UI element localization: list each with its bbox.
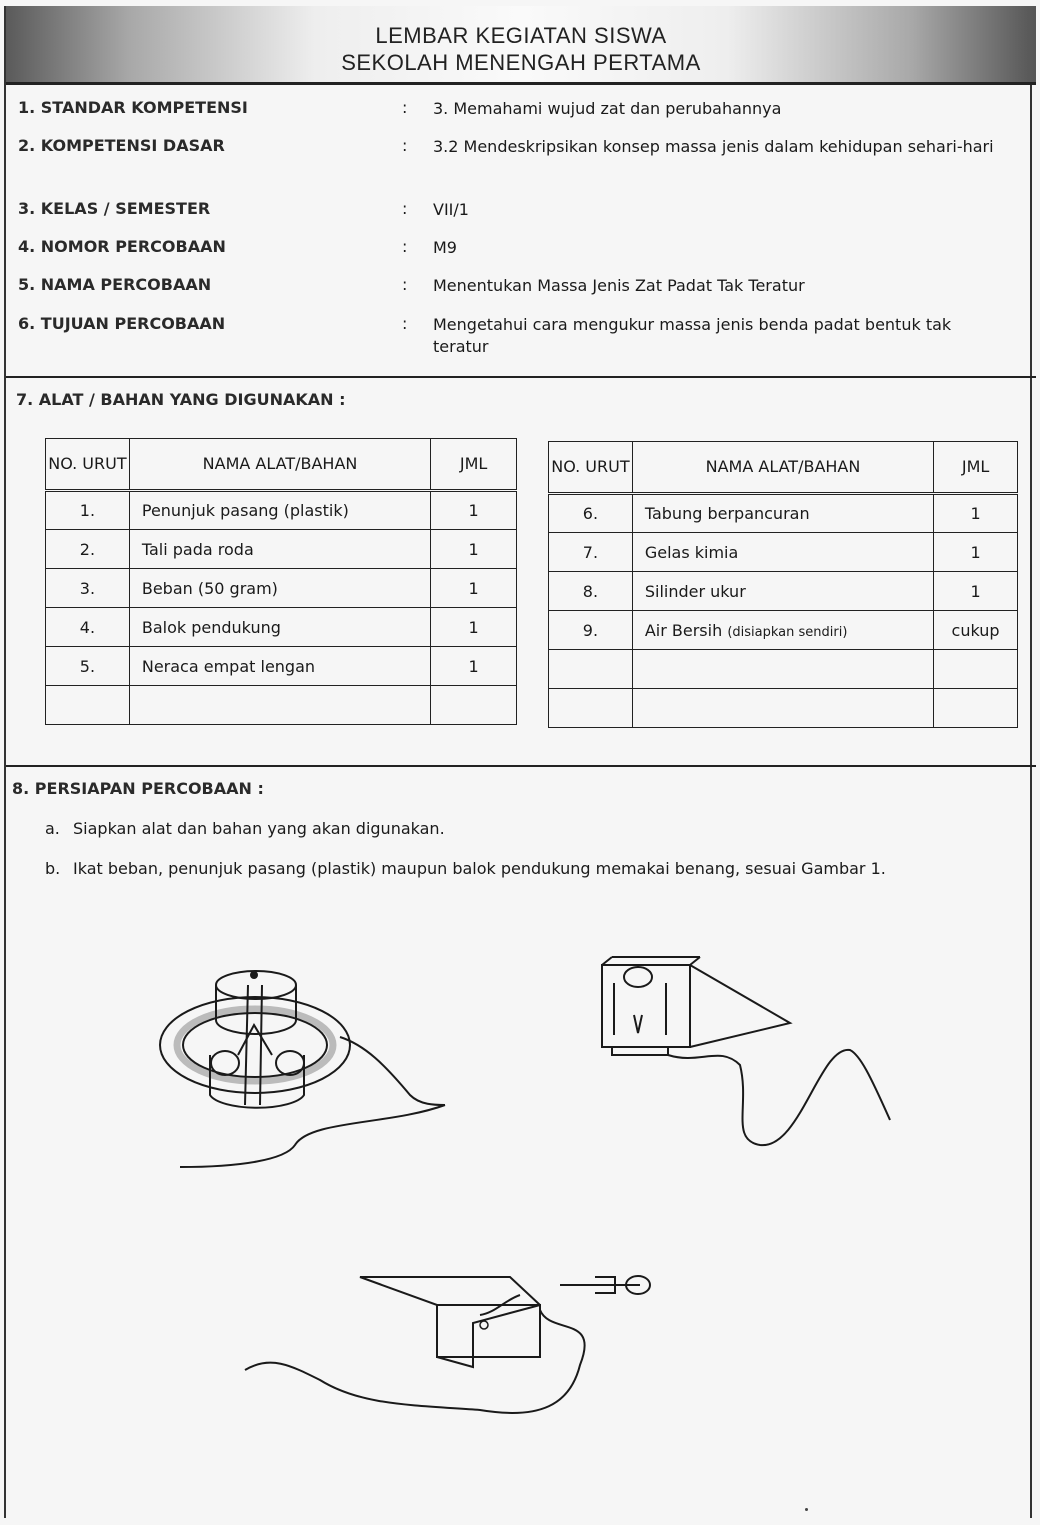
cell-no: 7. — [549, 533, 633, 572]
cell-qty: 1 — [934, 494, 1018, 533]
cell-no: 9. — [549, 611, 633, 650]
info-value: M9 — [433, 238, 457, 257]
item-name: Air Bersih — [644, 620, 723, 640]
info-label: 6. TUJUAN PERCOBAAN — [18, 314, 226, 333]
cell-no: 5. — [46, 647, 130, 686]
tools-table-left — [45, 438, 517, 725]
info-label: 2. KOMPETENSI DASAR — [18, 136, 225, 155]
info-label: 4. NOMOR PERCOBAAN — [18, 237, 226, 256]
table-row — [549, 611, 1018, 650]
table-row — [549, 494, 1018, 533]
section-divider — [6, 765, 1036, 767]
table-header-row — [549, 442, 1018, 494]
header-no-urut: NO. URUT — [549, 442, 633, 494]
worksheet-header — [6, 6, 1036, 85]
cell-name: Gelas kimia — [632, 533, 933, 572]
info-colon: : — [402, 275, 408, 294]
cell-qty: 1 — [934, 572, 1018, 611]
table-row — [46, 569, 517, 608]
table-row — [46, 491, 517, 530]
table-row — [46, 647, 517, 686]
cell-qty: 1 — [431, 647, 517, 686]
info-colon: : — [402, 237, 408, 256]
info-label: 5. NAMA PERCOBAAN — [18, 275, 212, 294]
table-header-row — [46, 439, 517, 491]
info-value: VII/1 — [433, 200, 469, 219]
prep-section-title: 8. PERSIAPAN PERCOBAAN : — [12, 779, 264, 798]
prep-step-b — [45, 859, 886, 878]
header-jml: JML — [934, 442, 1018, 494]
header-nama-alat: NAMA ALAT/BAHAN — [129, 439, 430, 491]
cell-no: 1. — [46, 491, 130, 530]
cell-name — [632, 611, 933, 650]
header-subtitle: SEKOLAH MENENGAH PERTAMA — [341, 50, 701, 75]
cell-name: Tabung berpancuran — [632, 494, 933, 533]
tools-section-title: 7. ALAT / BAHAN YANG DIGUNAKAN : — [16, 390, 346, 409]
header-nama-alat: NAMA ALAT/BAHAN — [632, 442, 933, 494]
step-letter: b. — [45, 859, 61, 878]
header-jml: JML — [431, 439, 517, 491]
cell-empty — [934, 650, 1018, 689]
info-colon: : — [402, 314, 408, 333]
cell-name: Penunjuk pasang (plastik) — [129, 491, 430, 530]
cell-no: 6. — [549, 494, 633, 533]
table-row — [46, 608, 517, 647]
info-value: 3. Memahami wujud zat dan perubahannya — [433, 99, 782, 118]
item-note: (disiapkan sendiri) — [727, 624, 848, 640]
cell-name: Silinder ukur — [632, 572, 933, 611]
table-row — [549, 572, 1018, 611]
page-border-right — [1030, 6, 1032, 1518]
scan-dot — [805, 1508, 808, 1511]
cell-empty — [549, 650, 633, 689]
cell-empty — [934, 689, 1018, 728]
cell-name: Balok pendukung — [129, 608, 430, 647]
info-label: 3. KELAS / SEMESTER — [18, 199, 211, 218]
cell-no: 8. — [549, 572, 633, 611]
cell-empty — [549, 689, 633, 728]
cell-qty: 1 — [431, 569, 517, 608]
table-row-empty — [549, 689, 1018, 728]
cell-empty — [431, 686, 517, 725]
cell-name: Neraca empat lengan — [129, 647, 430, 686]
page-border-left — [4, 6, 6, 1518]
cell-no: 4. — [46, 608, 130, 647]
cell-no: 2. — [46, 530, 130, 569]
cell-qty: 1 — [934, 533, 1018, 572]
cell-no: 3. — [46, 569, 130, 608]
step-letter: a. — [45, 819, 60, 838]
info-value: Menentukan Massa Jenis Zat Padat Tak Teratur — [433, 276, 805, 295]
cell-qty: 1 — [431, 491, 517, 530]
section-divider — [6, 376, 1036, 378]
table-row-empty — [46, 686, 517, 725]
step-text: Siapkan alat dan bahan yang akan digunakan. — [73, 819, 445, 838]
cell-name: Tali pada roda — [129, 530, 430, 569]
header-title: LEMBAR KEGIATAN SISWA — [375, 23, 667, 48]
step-text: Ikat beban, penunjuk pasang (plastik) maupun balok pendukung memakai benang, sesuai Gambar 1. — [73, 859, 886, 878]
cell-empty — [129, 686, 430, 725]
cell-name: Beban (50 gram) — [129, 569, 430, 608]
cell-qty: 1 — [431, 608, 517, 647]
info-colon: : — [402, 199, 408, 218]
prep-step-a — [45, 819, 445, 838]
cell-empty — [46, 686, 130, 725]
info-label: 1. STANDAR KOMPETENSI — [18, 98, 248, 117]
cell-empty — [632, 650, 933, 689]
weight-indicator-drawing — [150, 955, 460, 1180]
table-row — [549, 533, 1018, 572]
cell-qty: cukup — [934, 611, 1018, 650]
info-value: 3.2 Mendeskripsikan konsep massa jenis dalam kehidupan sehari-hari — [433, 137, 994, 156]
table-row — [46, 530, 517, 569]
table-row-empty — [549, 650, 1018, 689]
support-block-drawing — [240, 1255, 660, 1425]
overflow-tube-drawing — [590, 955, 920, 1165]
header-no-urut: NO. URUT — [46, 439, 130, 491]
tools-table-right — [548, 441, 1018, 728]
info-value: Mengetahui cara mengukur massa jenis benda padat bentuk tak teratur — [433, 315, 952, 356]
cell-empty — [632, 689, 933, 728]
info-colon: : — [402, 98, 408, 117]
info-colon: : — [402, 136, 408, 155]
cell-qty: 1 — [431, 530, 517, 569]
